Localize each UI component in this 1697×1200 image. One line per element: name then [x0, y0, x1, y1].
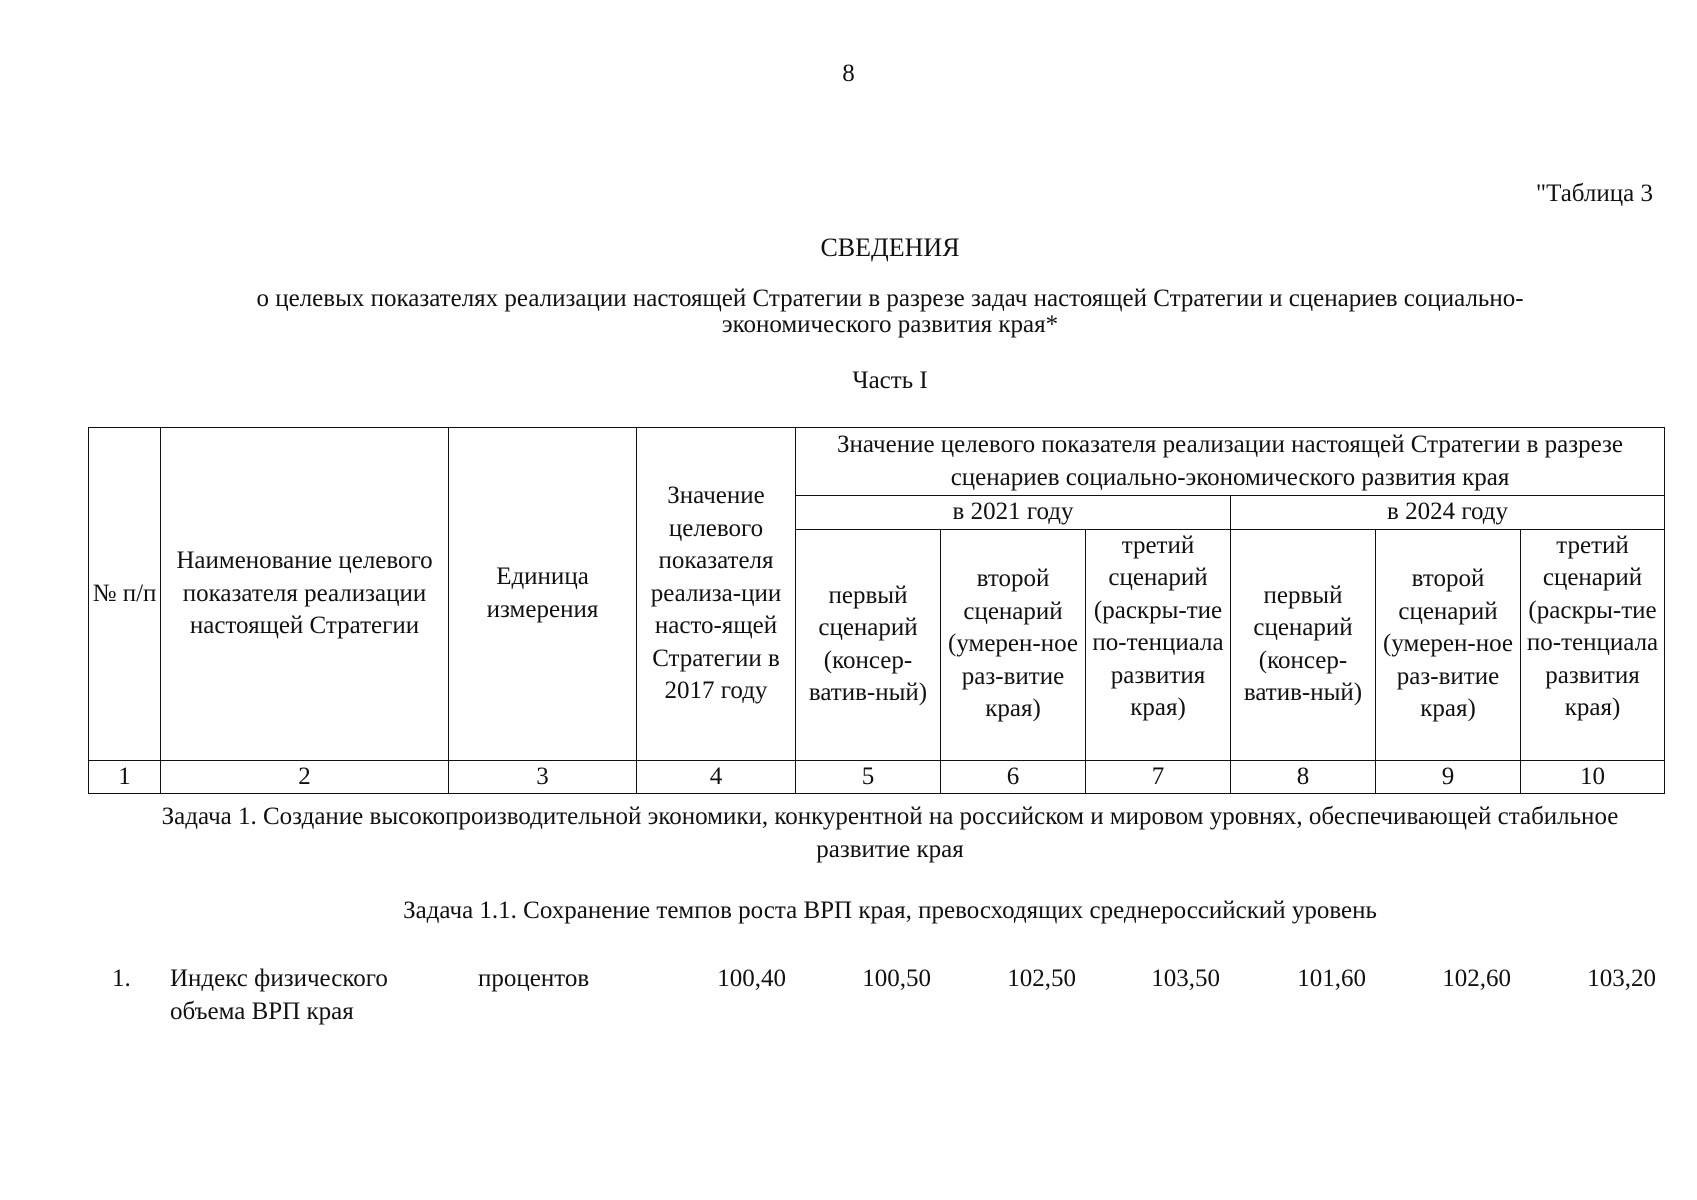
header-2024-scenario-1: первый сценарий (консер-ватив-ный)	[1231, 529, 1376, 760]
page-number: 8	[842, 60, 855, 87]
column-number: 10	[1521, 760, 1665, 793]
column-number: 5	[796, 760, 941, 793]
column-number: 9	[1376, 760, 1521, 793]
header-col-name: Наименование целевого показателя реализации настоящей Стратегии	[161, 428, 449, 761]
row-indicator-name: Индекс физического объема ВРП края	[170, 965, 388, 1025]
task-1-heading: Задача 1. Создание высокопроизводительной экономики, конкурентной на российском и мировом уровнях, обеспечивающей стабильное развитие края	[161, 803, 1619, 863]
header-2021-scenario-1: первый сценарий (консер-ватив-ный)	[796, 529, 941, 760]
column-number: 3	[449, 760, 637, 793]
header-2021-scenario-3: третий сценарий (раскры-тие по-тенциала развития края)	[1086, 529, 1231, 760]
header-col-value-2017: Значение целевого показателя реализа-ции насто-ящей Стратегии в 2017 году	[637, 428, 796, 761]
document-title: СВЕДЕНИЯ	[820, 233, 960, 262]
part-label: Часть I	[852, 367, 928, 394]
header-col-scenarios-group: Значение целевого показателя реализации настоящей Стратегии в разрезе сценариев социально-экономического развития края	[796, 428, 1665, 496]
header-2021-scenario-2: второй сценарий (умерен-ное раз-витие края)	[941, 529, 1086, 760]
column-number: 8	[1231, 760, 1376, 793]
header-col-num: № п/п	[89, 428, 161, 761]
header-2024-scenario-3: третий сценарий (раскры-тие по-тенциала развития края)	[1521, 529, 1665, 760]
column-number: 7	[1086, 760, 1231, 793]
table-label: "Таблица 3	[1535, 180, 1653, 207]
row-value-2021-scenario-2: 102,50	[1007, 965, 1076, 992]
indicators-table-header	[88, 427, 1665, 794]
row-value-2021-scenario-1: 100,50	[862, 965, 931, 992]
column-number: 2	[161, 760, 449, 793]
column-number: 4	[637, 760, 796, 793]
row-value-2024-scenario-1: 101,60	[1297, 965, 1366, 992]
document-subtitle: о целевых показателях реализации настоящей Стратегии в разрезе задач настоящей Стратегии и сценариев социально-экономического развития края*	[256, 285, 1524, 338]
row-value-2021-scenario-3: 103,50	[1151, 965, 1220, 992]
row-value-2017: 100,40	[717, 965, 786, 992]
task-1-1-heading: Задача 1.1. Сохранение темпов роста ВРП края, превосходящих среднероссийский уровень	[403, 897, 1377, 924]
header-year-2021: в 2021 году	[796, 496, 1231, 530]
column-number: 6	[941, 760, 1086, 793]
row-unit: процентов	[478, 965, 590, 992]
column-number: 1	[89, 760, 161, 793]
row-value-2024-scenario-3: 103,20	[1587, 965, 1656, 992]
header-2024-scenario-2: второй сценарий (умерен-ное раз-витие края)	[1376, 529, 1521, 760]
row-number: 1.	[112, 965, 131, 992]
header-col-unit: Единица измерения	[449, 428, 637, 761]
header-year-2024: в 2024 году	[1231, 496, 1665, 530]
row-value-2024-scenario-2: 102,60	[1442, 965, 1511, 992]
